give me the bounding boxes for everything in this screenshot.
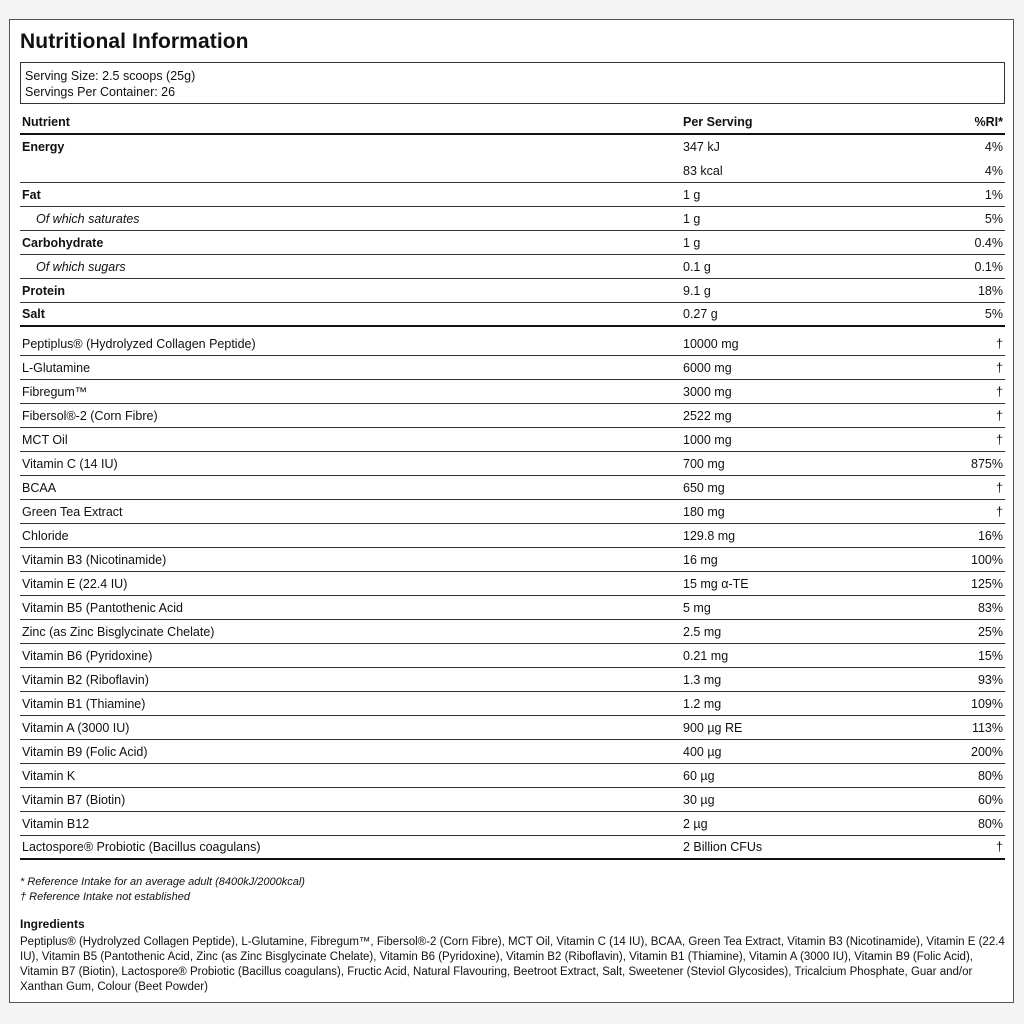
- nutrition-table: [20, 110, 1005, 860]
- table-row: [20, 596, 1005, 620]
- table-row: [20, 380, 1005, 404]
- nutrient-ri: 16%: [977, 528, 1003, 543]
- nutrient-name: Protein: [22, 283, 66, 298]
- footnotes: [20, 875, 305, 905]
- nutrient-name: Vitamin B12: [22, 816, 90, 831]
- nutrient-name: Salt: [22, 307, 45, 321]
- table-row: [20, 207, 1005, 231]
- nutrient-name: Vitamin E (22.4 IU): [22, 576, 128, 591]
- nutrient-value: 2.5 mg: [683, 624, 722, 639]
- header-nutrient: Nutrient: [22, 114, 70, 129]
- nutrient-value: 3000 mg: [683, 384, 732, 399]
- nutrient-value: 1.3 mg: [683, 672, 722, 687]
- nutrient-ri: 200%: [971, 744, 1003, 759]
- nutrient-value: 9.1 g: [683, 283, 711, 298]
- nutrient-name: Fibregum™: [22, 384, 88, 399]
- nutrient-value: 15 mg α-TE: [683, 576, 749, 591]
- nutrient-ri: 60%: [977, 792, 1003, 807]
- nutrient-value: 1 g: [683, 211, 701, 226]
- nutrient-ri: 875%: [971, 456, 1003, 471]
- table-row: [20, 255, 1005, 279]
- nutrient-value: 10000 mg: [683, 336, 739, 351]
- nutrient-name: MCT Oil: [22, 432, 68, 447]
- nutrient-name: Vitamin B7 (Biotin): [22, 792, 126, 807]
- nutrient-ri: 83%: [977, 600, 1003, 615]
- nutrient-value: 2 µg: [683, 816, 708, 831]
- table-row: [20, 764, 1005, 788]
- nutrient-value: 30 µg: [683, 792, 715, 807]
- table-row: [20, 183, 1005, 207]
- ingredients-text: Peptiplus® (Hydrolyzed Collagen Peptide), L-Glutamine, Fibregum™, Fibersol®-2 (Corn Fibre), MCT Oil, Vitamin C (14 IU), BCAA, Green Tea Extract, Vitamin B3 (Nicotinamide), Vitamin E (22.4 IU), Vitamin B5 (Pantothenic Acid, Zinc (as Zinc Bisglycinate Chelate), Vitamin B6 (Pyridoxine), Vitamin B2 (Riboflavin), Vitamin B1 (Thiamine), Vitamin A (3000 IU), Vitamin B9 (Folic Acid), Vitamin B7 (Biotin), Lactospore® Probiotic (Bacillus coagulans), Fructic Acid, Natural Flavouring, Beetroot Extract, Salt, Sweetener (Steviol Glycosides), Tricalcium Phosphate, Guar and/or Xanthan Gum, Colour (Beet Powder): [20, 936, 1005, 993]
- ingredients-title: Ingredients: [20, 917, 85, 931]
- nutrient-value: 60 µg: [683, 768, 715, 783]
- nutrient-ri: 5%: [984, 211, 1003, 226]
- header-ri: %RI*: [974, 114, 1003, 129]
- nutrient-value: 16 mg: [683, 552, 718, 567]
- nutrient-value: 5 mg: [683, 600, 711, 615]
- table-row: [20, 135, 1005, 159]
- nutrient-name: Energy: [22, 140, 65, 154]
- nutrient-ri: 80%: [977, 816, 1003, 831]
- nutrient-name: Vitamin B6 (Pyridoxine): [22, 648, 153, 663]
- nutrient-value: 129.8 mg: [683, 528, 736, 543]
- table-row: [20, 159, 1005, 183]
- nutrient-name: Vitamin A (3000 IU): [22, 720, 130, 735]
- table-row: [20, 303, 1005, 327]
- nutrient-ri: 0.4%: [974, 235, 1003, 250]
- servings-per-container: Servings Per Container: 26: [25, 85, 176, 99]
- nutrient-name: Fibersol®-2 (Corn Fibre): [22, 408, 158, 423]
- nutrient-ri: †: [996, 504, 1003, 519]
- nutrient-value: 650 mg: [683, 480, 725, 495]
- table-row: [20, 716, 1005, 740]
- table-row: [20, 404, 1005, 428]
- table-row: [20, 500, 1005, 524]
- additional-nutrients: [20, 332, 1005, 860]
- table-row: [20, 524, 1005, 548]
- ri-footnote: * Reference Intake for an average adult (8400kJ/2000kcal): [20, 876, 305, 888]
- nutrient-name: Vitamin B9 (Folic Acid): [22, 744, 148, 759]
- table-header: [20, 110, 1005, 135]
- serving-info-box: [20, 62, 1005, 104]
- nutrient-value: 1 g: [683, 235, 701, 250]
- table-row: [20, 668, 1005, 692]
- nutrient-name: Vitamin B2 (Riboflavin): [22, 672, 149, 687]
- table-row: [20, 812, 1005, 836]
- table-row: [20, 644, 1005, 668]
- nutrient-value: 1.2 mg: [683, 696, 722, 711]
- nutrient-name: Zinc (as Zinc Bisglycinate Chelate): [22, 624, 215, 639]
- table-row: [20, 332, 1005, 356]
- nutrient-value: 900 µg RE: [683, 720, 743, 735]
- nutrient-ri: †: [996, 480, 1003, 495]
- main-nutrients: [20, 135, 1005, 327]
- nutrient-ri: †: [996, 360, 1003, 375]
- nutrient-ri: 80%: [977, 768, 1003, 783]
- nutrient-name: Green Tea Extract: [22, 504, 123, 519]
- table-row: [20, 356, 1005, 380]
- table-row: [20, 572, 1005, 596]
- nutrient-name: Of which saturates: [36, 211, 140, 226]
- page-title: Nutritional Information: [20, 30, 249, 53]
- nutrient-value: 2522 mg: [683, 408, 732, 423]
- nutrient-value: 700 mg: [683, 456, 725, 471]
- nutrient-value: 347 kJ: [683, 140, 720, 154]
- table-row: [20, 476, 1005, 500]
- nutrient-ri: 93%: [977, 672, 1003, 687]
- nutrient-name: Lactospore® Probiotic (Bacillus coagulans): [22, 840, 261, 854]
- nutrient-ri: 1%: [984, 187, 1003, 202]
- nutrient-ri: †: [996, 384, 1003, 399]
- nutrient-value: 83 kcal: [683, 163, 723, 178]
- header-per-serving: Per Serving: [683, 114, 753, 129]
- nutrient-value: 0.27 g: [683, 307, 718, 321]
- nutrient-name: Peptiplus® (Hydrolyzed Collagen Peptide): [22, 336, 256, 351]
- nutrient-ri: 15%: [977, 648, 1003, 663]
- nutrient-ri: 4%: [984, 163, 1003, 178]
- nutrient-value: 6000 mg: [683, 360, 732, 375]
- nutrient-name: Vitamin B3 (Nicotinamide): [22, 552, 167, 567]
- table-row: [20, 692, 1005, 716]
- nutrient-name: L-Glutamine: [22, 360, 91, 375]
- nutrient-value: 400 µg: [683, 744, 722, 759]
- nutrient-value: 1000 mg: [683, 432, 732, 447]
- nutrient-ri: 25%: [977, 624, 1003, 639]
- nutrient-value: 1 g: [683, 187, 701, 202]
- nutrient-ri: 125%: [971, 576, 1003, 591]
- nutrition-panel: [9, 19, 1014, 1003]
- nutrient-value: 0.1 g: [683, 259, 711, 274]
- nutrient-name: BCAA: [22, 480, 57, 495]
- nutrient-ri: †: [996, 432, 1003, 447]
- nutrient-name: Fat: [22, 187, 41, 202]
- nutrient-ri: 4%: [984, 140, 1003, 154]
- nutrient-name: Vitamin B1 (Thiamine): [22, 696, 146, 711]
- table-row: [20, 428, 1005, 452]
- table-row: [20, 279, 1005, 303]
- serving-size: Serving Size: 2.5 scoops (25g): [25, 69, 196, 83]
- table-row: [20, 740, 1005, 764]
- nutrient-name: Of which sugars: [36, 259, 126, 274]
- nutrient-value: 2 Billion CFUs: [683, 840, 763, 854]
- table-row: [20, 548, 1005, 572]
- nutrient-name: Carbohydrate: [22, 235, 104, 250]
- nutrient-ri: †: [996, 840, 1003, 854]
- nutrient-ri: 109%: [971, 696, 1003, 711]
- nutrient-ri: †: [996, 408, 1003, 423]
- table-row: [20, 452, 1005, 476]
- nutrient-ri: 0.1%: [974, 259, 1003, 274]
- nutrient-ri: 100%: [971, 552, 1003, 567]
- nutrient-name: Vitamin K: [22, 768, 76, 783]
- table-row: [20, 836, 1005, 860]
- nutrient-value: 180 mg: [683, 504, 725, 519]
- nutrient-name: Vitamin C (14 IU): [22, 456, 118, 471]
- nutrient-ri: 18%: [977, 283, 1003, 298]
- table-row: [20, 620, 1005, 644]
- table-row: [20, 231, 1005, 255]
- nutrient-value: 0.21 mg: [683, 648, 729, 663]
- table-row: [20, 788, 1005, 812]
- nutrient-ri: †: [996, 336, 1003, 351]
- nutrient-ri: 5%: [984, 307, 1003, 321]
- dagger-footnote: † Reference Intake not established: [20, 891, 191, 903]
- nutrient-ri: 113%: [971, 720, 1003, 735]
- nutrient-name: Vitamin B5 (Pantothenic Acid: [22, 600, 183, 615]
- nutrient-name: Chloride: [22, 528, 69, 543]
